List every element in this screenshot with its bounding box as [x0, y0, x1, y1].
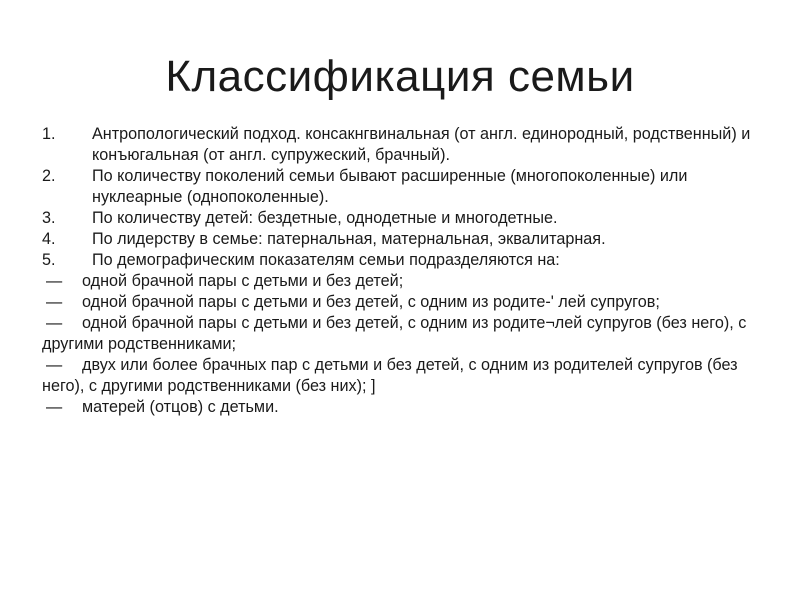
- item-text: матерей (отцов) с детьми.: [82, 398, 279, 416]
- slide-body: [42, 124, 782, 418]
- item-number: 2.: [42, 167, 56, 185]
- item-text: По лидерству в семье: патернальная, матернальная, эквалитарная.: [92, 230, 606, 248]
- item-text: одной брачной пары с детьми и без детей, с одним из родите¬лей супругов (без него), с другими родственниками;: [42, 314, 747, 353]
- dash-item-2: [42, 292, 782, 313]
- item-text: двух или более брачных пар с детьми и без детей, с одним из родителей супругов (без него), с другими родственниками (без них); ]: [42, 356, 738, 395]
- item-dash: —: [46, 356, 63, 374]
- dash-item-3: [42, 313, 782, 355]
- item-dash: —: [46, 314, 63, 332]
- item-number: 5.: [42, 251, 56, 269]
- numbered-item-4: [42, 229, 782, 250]
- item-text: По количеству поколений семьи бывают расширенные (многопоколенные) или нуклеарные (однопоколенные).: [92, 167, 688, 206]
- numbered-item-1: [42, 124, 782, 166]
- item-number: 3.: [42, 209, 56, 227]
- numbered-item-2: [42, 166, 782, 208]
- dash-item-4: [42, 355, 782, 397]
- slide-title: Классификация семьи: [165, 52, 635, 101]
- item-text: По количеству детей: бездетные, однодетные и многодетные.: [92, 209, 558, 227]
- item-dash: —: [46, 398, 63, 416]
- item-dash: —: [46, 272, 63, 290]
- item-text: По демографическим показателям семьи подразделяются на:: [92, 251, 560, 269]
- item-number: 4.: [42, 230, 56, 248]
- item-number: 1.: [42, 125, 56, 143]
- dash-item-1: [42, 271, 782, 292]
- item-text: одной брачной пары с детьми и без детей;: [82, 272, 404, 290]
- item-dash: —: [46, 293, 63, 311]
- dash-item-5: [42, 397, 782, 418]
- item-text: одной брачной пары с детьми и без детей, с одним из родите-' лей супругов;: [82, 293, 660, 311]
- numbered-item-5: [42, 250, 782, 271]
- numbered-item-3: [42, 208, 782, 229]
- item-text: Антропологический подход. консакнгвинальная (от англ. единородный, родственный) и конъюгальная (от англ. супружеский, брачный).: [92, 125, 751, 164]
